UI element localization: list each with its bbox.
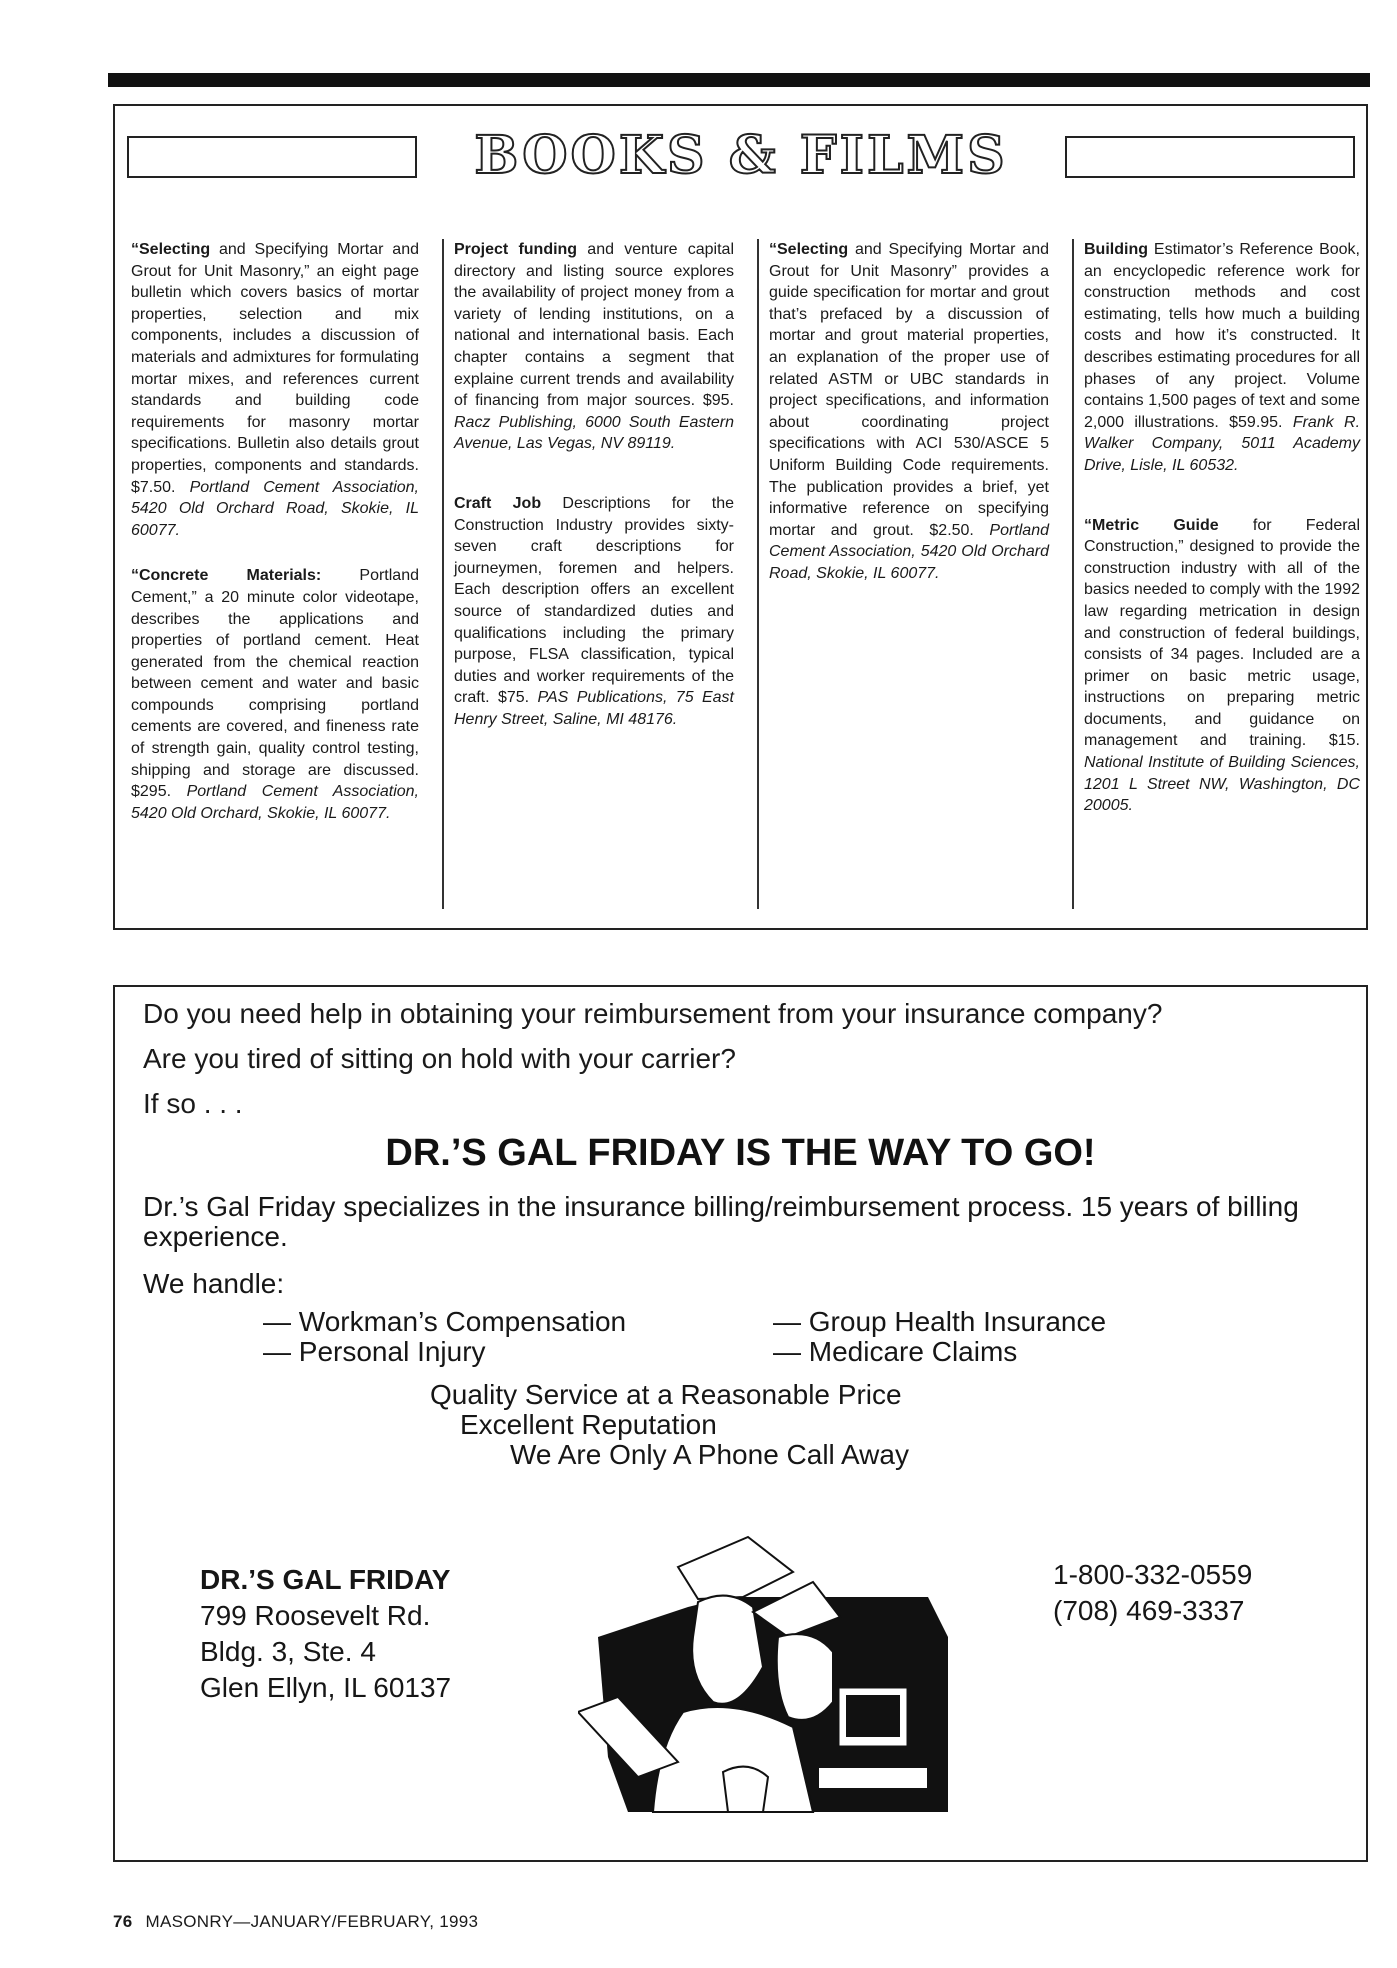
ad-we-handle: We handle: [143,1268,285,1299]
entry-lead: Building [1084,241,1148,258]
ad-question-2: Are you tired of sitting on hold with your carrier? [143,1043,736,1074]
entry-concrete-materials [131,565,419,824]
entry-lead: Project funding [454,241,578,258]
second-nurse-face [777,1634,833,1720]
entry-publisher: Portland Cement Association, 5420 Old Orchard Road, Skokie, IL 60077. [769,521,1049,582]
entry-project-funding [454,239,734,455]
entry-publisher: Racz Publishing, 6000 South Eastern Avenue, Las Vegas, NV 89119. [454,413,734,453]
ad-tagline-reputation: Excellent Reputation [460,1409,717,1440]
computer-keyboard [818,1767,928,1789]
section-title: BOOKS & FILMS [474,125,1008,186]
entry-body: and Specifying Mortar and Grout for Unit Masonry,” an eight page bulletin which covers basics of mortar properties, selection and mix components, includes a discussion of materials and admixtures for formulating mortar mixes, and references current standards and building code requirements for masonry mortar specifications. Bulletin also details grout properties, components and standards. $7.50. [131,241,419,496]
ad-tagline-quality: Quality Service at a Reasonable Price [430,1379,902,1410]
computer-screen [846,1695,900,1737]
top-rule [108,73,1370,87]
entry-lead: Craft Job [454,494,542,512]
entry-body: and venture capital directory and listing source explores the availability of project money from a variety of lending institutions, on a national and international basis. Each chapter contains a segment that explaine current trends and availability of financing from major sources. $95. [454,241,735,410]
ad-tagline-phone: We Are Only A Phone Call Away [510,1439,909,1470]
books-films-section [113,104,1368,930]
page-footer [113,1912,478,1932]
entry-lead: “Selecting [131,241,211,258]
service-workmans-comp: — Workman’s Compensation [263,1306,627,1337]
header-box-left [127,136,417,178]
publication-info: MASONRY—JANUARY/FEBRUARY, 1993 [145,1912,479,1931]
gal-friday-advertisement [113,985,1368,1862]
third-nurse-face [723,1767,768,1812]
entry-lead: “Metric Guide [1084,516,1219,534]
page-number: 76 [113,1912,133,1931]
entry-selecting-bulletin [131,239,419,541]
entry-body: and Specifying Mortar and Grout for Unit Masonry” provides a guide specification for mortar and grout that’s prefaced by a discussion of mortar and grout material properties, an explanation of the proper use of related ASTM or UBC standards in project specifications, and information about coordinating project specifications with ACI 530/ASCE 5 Uniform Building Code requirements. The publication provides a brief, yet informative reference on specifying mortar and grout. $2.50. [769,241,1049,539]
ad-if-so: If so . . . [143,1088,243,1119]
ad-phone-block [1053,1557,1252,1629]
ad-question-1: Do you need help in obtaining your reimbursement from your insurance company? [143,998,1163,1029]
entry-publisher: National Institute of Building Sciences, 1201 L Street NW, Washington, DC 20005. [1084,754,1360,815]
entry-building-estimator [1084,239,1360,477]
entry-body: Estimator’s Reference Book, an encyclopedic reference work for construction methods and cost estimating, tells how much a building costs and how it’s constructed. It describes estimating procedures for all phases of any project. Volume contains 1,500 pages of text and some 2,000 illustrations. $59.95. [1084,241,1360,431]
entry-craft-job [454,493,734,731]
entry-lead: “Selecting [769,241,849,258]
column-2 [442,239,738,909]
service-group-health: — Group Health Insurance [773,1306,1107,1337]
entry-metric-guide [1084,515,1360,817]
ad-phone-1: 1-800-332-0559 [1053,1559,1253,1590]
service-personal-injury: — Personal Injury [263,1336,486,1367]
article-columns [127,239,1359,909]
entry-publisher: Portland Cement Association, 5420 Old Orchard, Skokie, IL 60077. [131,783,419,822]
ad-headline: DR.’S GAL FRIDAY IS THE WAY TO GO! [385,1132,1096,1174]
entry-lead: “Concrete Materials: [131,567,322,585]
ad-phone-2: (708) 469-3337 [1053,1595,1245,1626]
column-1 [127,239,423,909]
nurses-illustration [578,1527,958,1817]
entry-selecting-guide [769,239,1049,585]
ad-address-line-3: Glen Ellyn, IL 60137 [200,1672,452,1703]
entry-body: for Federal Construction,” designed to provide the construction industry with all of the basics needed to comply with the 1992 law regarding metrication in design and construction of federal buildings, consists of 34 pages. Included are a primer on basic metric usage, instructions on preparing metric documents, and guidance on management and training. $15. [1084,516,1361,750]
service-medicare: — Medicare Claims [773,1336,1018,1367]
column-4 [1072,239,1364,909]
ad-address-line-1: 799 Roosevelt Rd. [200,1600,431,1631]
section-header [127,125,1355,186]
ad-company-name: DR.’S GAL FRIDAY [200,1564,451,1595]
entry-publisher: Portland Cement Association, 5420 Old Orchard Road, Skokie, IL 60077. [131,478,419,539]
header-box-right [1065,136,1355,178]
ad-address-line-2: Bldg. 3, Ste. 4 [200,1636,376,1667]
entry-body: Descriptions for the Construction Industry provides sixty-seven craft descriptions for journeymen, foremen and helpers. Each description offers an excellent source of standardized duties and qualifications including the primary purpose, FLSA classification, typical duties and worker requirements of the craft. $75. [454,494,735,707]
entry-body: Portland Cement,” a 20 minute color videotape, describes the applications and properties of portland cement. Heat generated from the chemical reaction between cement and water and basic compounds comprising portland cements are covered, and fineness rate of strength gain, quality control testing, shipping and storage are discussed. $295. [131,567,419,801]
column-3 [757,239,1053,909]
entry-publisher: PAS Publications, 75 East Henry Street, Saline, MI 48176. [454,689,735,728]
entry-publisher: Frank R. Walker Company, 5011 Academy Drive, Lisle, IL 60532. [1084,413,1361,474]
nurse-cap [678,1537,793,1599]
ad-specialty: Dr.’s Gal Friday specializes in the insurance billing/reimbursement process. 15 years of billing experience. [143,1191,1299,1252]
ad-address-block [200,1562,451,1706]
